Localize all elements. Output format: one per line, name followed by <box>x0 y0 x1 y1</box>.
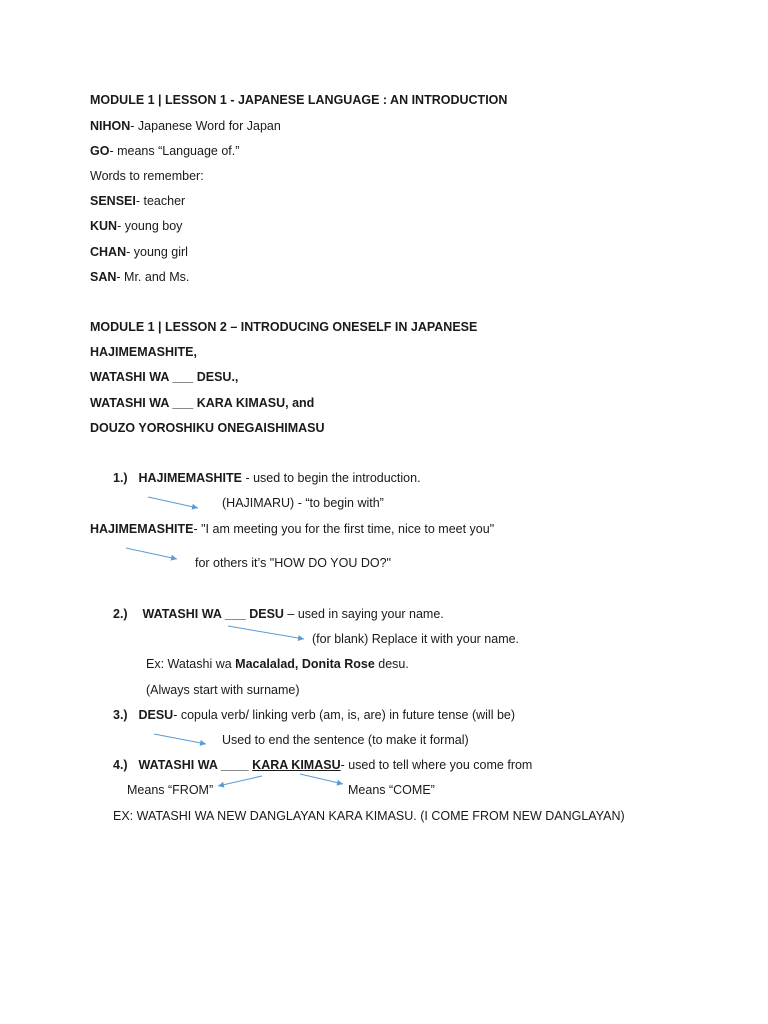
item2-blank-note: (for blank) Replace it with your name. <box>312 632 520 646</box>
phrase-watashi-desu: WATASHI WA ___ DESU., <box>90 370 239 384</box>
item3-term: DESU <box>138 708 174 722</box>
item4-number: 4.) <box>113 758 128 772</box>
arrow-icon <box>218 776 262 786</box>
item2-example-suffix: desu. <box>374 657 409 671</box>
word-definition: - Mr. and Ms. <box>116 270 190 284</box>
item1-meaning-term: HAJIMEMASHITE <box>90 522 194 536</box>
nihon-definition: - Japanese Word for Japan <box>130 119 281 133</box>
item2-term: WATASHI WA ___ DESU <box>142 607 284 621</box>
word-entry-san <box>90 269 189 285</box>
item2-definition: – used in saying your name. <box>283 607 444 621</box>
word-term: CHAN <box>90 245 127 259</box>
item1-meaning <box>90 521 494 537</box>
nihon-entry <box>90 118 281 134</box>
nihon-term: NIHON <box>90 119 131 133</box>
lesson1-title: MODULE 1 | LESSON 1 - JAPANESE LANGUAGE : AN INTRODUCTION <box>90 93 508 107</box>
item1-term: HAJIMEMASHITE <box>138 471 242 485</box>
word-term: SAN <box>90 270 117 284</box>
lesson2-title: MODULE 1 | LESSON 2 – INTRODUCING ONESELF IN JAPANESE <box>90 320 478 334</box>
item1-meaning-definition: - "I am meeting you for the first time, nice to meet you" <box>193 522 495 536</box>
item2-surname-note: (Always start with surname) <box>146 683 300 697</box>
item3-definition: - copula verb/ linking verb (am, is, are) in future tense (will be) <box>173 708 516 722</box>
arrow-icon <box>300 774 343 784</box>
item4-term-b: KARA KIMASU <box>252 758 341 772</box>
phrase-douzo-yoroshiku: DOUZO YOROSHIKU ONEGAISHIMASU <box>90 421 325 435</box>
item1-heading <box>113 470 421 486</box>
arrow-icon <box>126 548 177 559</box>
phrase-watashi-kara-kimasu: WATASHI WA ___ KARA KIMASU, and <box>90 396 315 410</box>
word-definition: - young boy <box>117 219 183 233</box>
item4-example: EX: WATASHI WA NEW DANGLAYAN KARA KIMASU. (I COME FROM NEW DANGLAYAN) <box>113 809 625 823</box>
word-entry-chan <box>90 244 188 260</box>
item3-heading <box>113 707 515 723</box>
phrase-hajimemashite: HAJIMEMASHITE, <box>90 345 197 359</box>
word-entry-kun <box>90 218 182 234</box>
item4-heading <box>113 757 532 773</box>
word-definition: - teacher <box>135 194 186 208</box>
item1-others: for others it’s "HOW DO YOU DO?" <box>195 556 391 570</box>
item4-come-note: Means “COME” <box>348 783 435 797</box>
item2-example-name: Macalalad, Donita Rose <box>235 657 375 671</box>
arrow-icon <box>154 734 206 744</box>
go-definition: - means “Language of.” <box>109 144 240 158</box>
word-term: KUN <box>90 219 118 233</box>
item3-note: Used to end the sentence (to make it formal) <box>222 733 469 747</box>
word-entry-sensei <box>90 193 185 209</box>
item2-example <box>146 656 409 672</box>
arrow-icon <box>228 626 304 639</box>
go-entry <box>90 143 239 159</box>
item1-number: 1.) <box>113 471 128 485</box>
words-heading: Words to remember: <box>90 169 204 183</box>
item4-from-note: Means “FROM” <box>127 783 214 797</box>
item4-definition: - used to tell where you come from <box>340 758 533 772</box>
item1-origin: (HAJIMARU) - “to begin with” <box>222 496 384 510</box>
item1-definition: - used to begin the introduction. <box>241 471 421 485</box>
arrow-icon <box>148 497 198 508</box>
word-term: SENSEI <box>90 194 136 208</box>
item2-heading <box>113 606 444 622</box>
item3-number: 3.) <box>113 708 128 722</box>
item4-term-a: WATASHI WA ____ <box>138 758 253 772</box>
word-definition: - young girl <box>126 245 188 259</box>
item2-example-prefix: Ex: Watashi wa <box>146 657 236 671</box>
go-term: GO <box>90 144 110 158</box>
item2-number: 2.) <box>113 607 128 621</box>
